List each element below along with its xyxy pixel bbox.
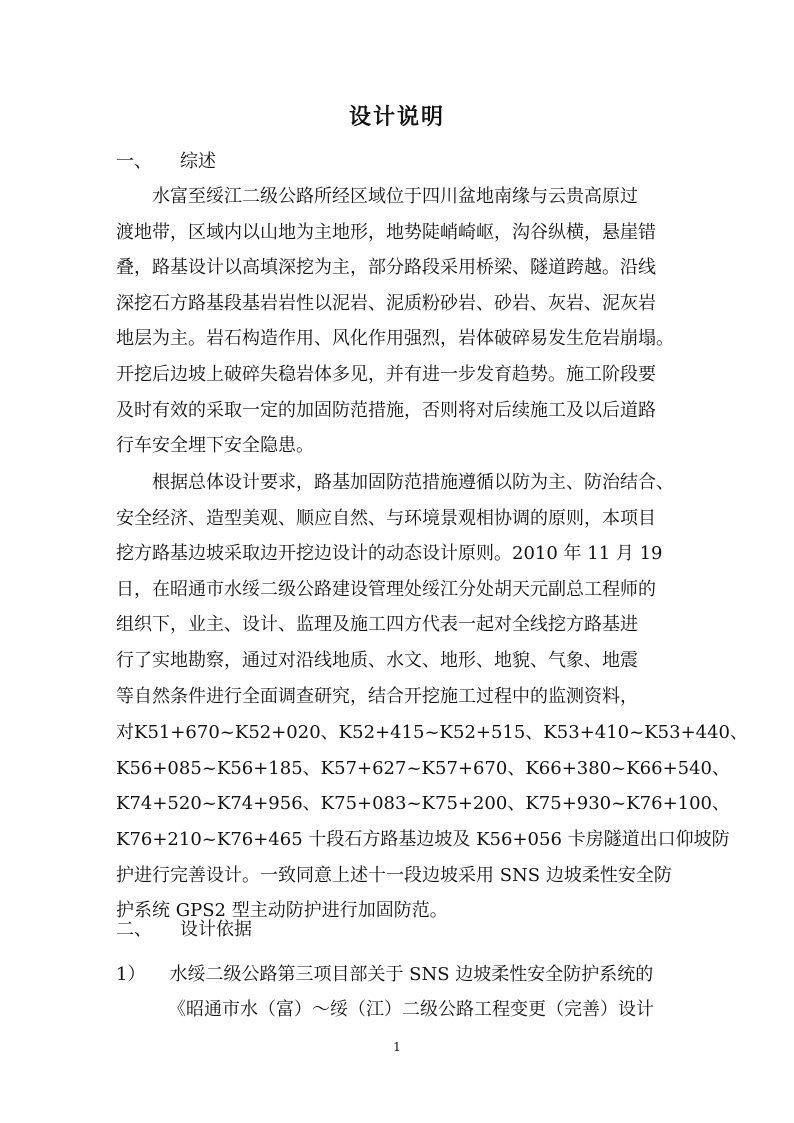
section-heading-2	[116, 912, 252, 948]
text-line: 水富至绥江二级公路所经区域位于四川盆地南缘与云贵高原过	[152, 186, 638, 207]
range-token: 、	[507, 757, 526, 779]
section-heading-1	[116, 144, 216, 180]
list-item-1-continuation: 《昭通市水（富）～绥（江）二级公路工程变更（完善）设计	[168, 999, 654, 1020]
range-token: 、	[525, 722, 544, 743]
range-token: 、	[302, 757, 321, 779]
text-line: 地层为主。岩石构造作用、风化作用强烈，岩体破碎易发生危岩崩塌。	[116, 328, 674, 350]
range-token: K75+083~K75+200	[320, 793, 508, 815]
range-line	[116, 715, 749, 751]
text-line: 日，在昭通市水绥二级公路建设管理处绥江分处胡天元副总工程师的	[116, 578, 656, 600]
text-line: 护系统 GPS2 型主动防护进行加固防范。	[116, 900, 448, 922]
text-line: 行车安全埋下安全隐患。	[116, 435, 314, 457]
range-token: 、	[507, 793, 526, 815]
text-line: 根据总体设计要求，路基加固防范措施遵循以防为主、防治结合、	[152, 472, 674, 493]
range-token: K51+670~K52+020	[134, 722, 321, 743]
text-line: 及时有效的采取一定的加固防范措施，否则将对后续施工及以后道路	[116, 399, 656, 421]
page-number: 1	[393, 1040, 401, 1054]
list-item-text: 水绥二级公路第三项目部关于 SNS 边坡柔性安全防护系统的	[169, 964, 654, 985]
range-line	[116, 786, 731, 822]
range-token: K56+085~K56+185	[116, 757, 303, 779]
text-line: 开挖后边坡上破碎失稳岩体多见，并有进一步发育趋势。施工阶段要	[116, 364, 656, 385]
text-line: 等自然条件进行全面调查研究，结合开挖施工过程中的监测资料，	[116, 685, 638, 707]
range-token: K52+415~K52+515	[338, 722, 526, 743]
range-token: K53+410~K53+440	[543, 722, 731, 743]
text-line: 渡地带，区域内以山地为主地形，地势陡峭崎岖，沟谷纵横，悬崖错	[116, 221, 656, 243]
text-line: 深挖石方路基段基岩岩性以泥岩、泥质粉砂岩、砂岩、灰岩、泥灰岩	[116, 292, 656, 314]
text-line: K76+210~K76+465 十段石方路基边坡及 K56+056 卡房隧道出口仰坡防	[116, 829, 730, 850]
range-token: 、	[712, 757, 731, 779]
text-line: 行了实地勘察，通过对沿线地质、水文、地形、地貌、气象、地震	[116, 650, 638, 671]
text-line: 组织下，业主、设计、监理及施工四方代表一起对全线挖方路基进	[116, 614, 638, 636]
section-title: 综述	[180, 151, 216, 172]
range-token: K57+627~K57+670	[320, 757, 508, 779]
text-line: 安全经济、造型美观、顺应自然、与环境景观相协调的原则，本项目	[116, 507, 656, 529]
range-token: 对	[116, 722, 134, 743]
range-token: 、	[712, 793, 731, 815]
range-token: 、	[730, 722, 749, 743]
range-token: K66+380~K66+540	[525, 757, 713, 779]
range-token: K75+930~K76+100	[525, 793, 713, 815]
range-line	[116, 751, 731, 787]
list-item-number: 1）	[116, 964, 146, 985]
section-number: 一、	[116, 151, 152, 172]
range-token: 、	[302, 793, 321, 815]
range-token: 、	[320, 722, 339, 743]
range-token: K74+520~K74+956	[116, 793, 303, 815]
text-line: 护进行完善设计。一致同意上述十一段边坡采用 SNS 边坡柔性安全防	[116, 864, 672, 886]
page-title: 设计说明	[348, 104, 445, 130]
section-title: 设计依据	[180, 919, 252, 940]
section-number: 二、	[116, 919, 152, 940]
text-line: 挖方路基边坡采取边开挖边设计的动态设计原则。2010 年 11 月 19	[116, 543, 663, 565]
list-item-1	[116, 957, 653, 993]
text-line: 叠，路基设计以高填深挖为主，部分路段采用桥梁、隧道跨越。沿线	[116, 257, 656, 279]
